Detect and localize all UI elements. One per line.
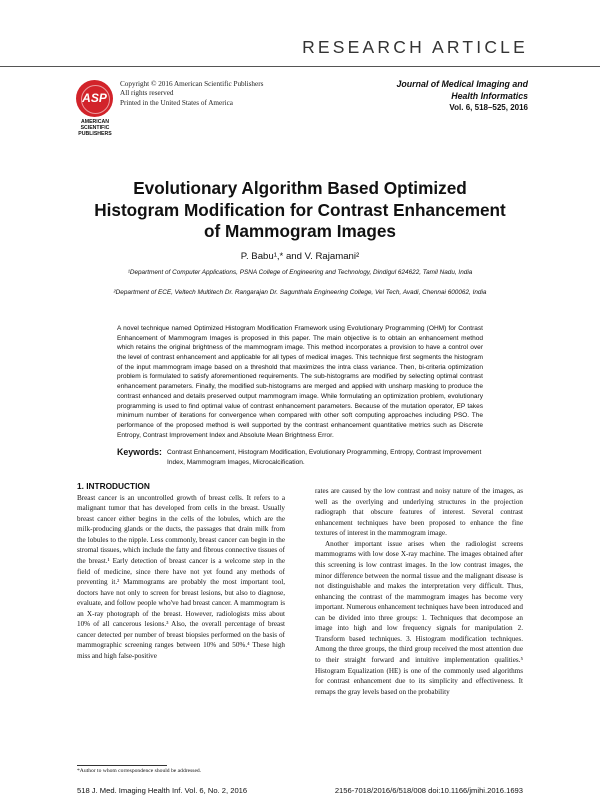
right-column xyxy=(315,486,523,697)
body-paragraph: rates are caused by the low contrast and noisy nature of the images, as well as the overlying and underlying structures in the projection radiograph that obscure features of interest. Several contrast enhancement techniques have been proposed to enhance the fine textures of interest in the mammogram image. xyxy=(315,487,523,538)
abstract: A novel technique named Optimized Histogram Modification Framework using Evolutionary Programming (OHM) for Contrast Enhancement of Mammogram Images is proposed in this paper. The main objective is to obtain an enhancement method which retains the original brightness of the mammogram image. This method incorporates a provision to have a control over the level of contrast enhancement and applicable for all types of medical images. This technique first segments the histogram of the input mammogram image based on a threshold that maximizes the intra class variance. Then, bi-criteria optimization problem is formulated to satisfy aforementioned requirements. The sub-histograms are modified by selecting optimal contrast enhancement parameters. Finally, the modified sub-histograms are merged and applied with unsharp masking to produce the contrast enhanced and details preserved output mammogram image. While formulating an optimization problem, evolutionary programming is used to find optimal value of contrast enhancement parameters. Because of the mutation operator, EP takes minimum number of iterations for convergence when compared with other soft computing approaches including PSO. The performance of the proposed method is well supported by the contrast enhancement quantitative metrics such as Discrete Entropy, Contrast Improvement Index and Absolute Mean Brightness Error. xyxy=(117,325,483,439)
copyright-line: Copyright © 2016 American Scientific Publishers xyxy=(120,80,264,88)
footnote: *Author to whom correspondence should be addressed. xyxy=(77,768,202,774)
left-column xyxy=(77,481,285,662)
copyright-block xyxy=(120,80,263,108)
keywords-text: Contrast Enhancement, Histogram Modification, Evolutionary Programming, Entropy, Contrast Improvement Index, Mammogram Images, Microcalcification. xyxy=(166,449,482,466)
footnote-rule xyxy=(77,765,167,766)
journal-info xyxy=(397,79,528,114)
section-heading: 1. INTRODUCTION xyxy=(77,481,150,491)
publisher-name: AMERICAN SCIENTIFIC PUBLISHERS xyxy=(78,119,112,137)
header-rule xyxy=(0,66,600,67)
asp-logo-icon: ASP xyxy=(76,80,113,117)
body-paragraph: Breast cancer is an uncontrolled growth of breast cells. It refers to a malignant tumor that has developed from cells in the breast. Usually breast cancer either begins in the cells of the lobules, which are the milk-producing glands or the ducts, the passages that drain milk from the lobules to the nipple. Less commonly, breast cancer can begin in the stromal tissues, which include the fatty and fibrous connective tissues of the breast.¹ Early detection of breast cancer is a welcome step in the field of medicine, since there have not yet found any methods of preventing it.² Mammograms are probably the most important tool, doctors have not only to screen for breast lesions, but also to diagnose, evaluate, and follow people who've had breast cancer. A mammogram is an X-ray photograph of the breast. However, radiologists miss about 10% of all cancerous lesions.³ Also, the overall percentage of breast cancer detected per number of breast biopsies performed on the basis of mammographic screening ranges between 10% and 50%.⁴ These high miss and high false-positive xyxy=(77,493,285,660)
page-footer xyxy=(77,786,523,795)
body-paragraph: Another important issue arises when the radiologist screens mammograms with low dose X-ray machine. The images obtained after this screening is low contrast images. In the low contrast images, the minor difference between the normal tissue and the malignant disease is not distinguishable and makes the interpretation very difficult. Thus, enhancing the contrast of the mammogram images has become very important. Numerous enhancement techniques have been introduced and can be divided into three groups: 1. Techniques that decompose an image into high and low frequency signals for manipulation 2. Transform based techniques. 3. Histogram modification techniques. Among the three groups, the third group received the most attention due to their straight forward and intuitive implementation qualities.⁵ Histogram Equalization (HE) is one of the commonly used algorithms for contrast enhancement due to its simplicity and effectiveness. It remaps the gray levels based on the probability xyxy=(315,539,523,696)
keywords-label: Keywords: xyxy=(117,447,162,457)
publisher-logo xyxy=(76,80,114,137)
journal-name: Journal of Medical Imaging and xyxy=(396,79,528,89)
keywords xyxy=(117,448,483,467)
article-type-banner: RESEARCH ARTICLE xyxy=(302,37,528,57)
footer-doi: 2156-7018/2016/6/518/008 doi:10.1166/jmihi.2016.1693 xyxy=(334,786,523,795)
article-title: Evolutionary Algorithm Based Optimized Histogram Modification for Contrast Enhancement of Mammogram Images xyxy=(94,178,506,241)
footer-citation: 518 J. Med. Imaging Health Inf. Vol. 6, No. 2, 2016 xyxy=(77,786,248,795)
copyright-line: Printed in the United States of America xyxy=(120,98,233,107)
affiliation: ¹Department of Computer Applications, PSNA College of Engineering and Technology, Dindigul 624622, Tamil Nadu, India xyxy=(127,269,473,276)
authors: P. Babu¹,* and V. Rajamani² xyxy=(240,251,360,262)
affiliation: ²Department of ECE, Veltech Multitech Dr. Rangarajan Dr. Sagunthala Engineering College, Vel Tech, Avadi, Chennai 600062, India xyxy=(113,289,487,296)
journal-volume: Vol. 6, 518–525, 2016 xyxy=(449,103,528,112)
journal-name: Health Informatics xyxy=(451,90,528,101)
copyright-line: All rights reserved xyxy=(120,89,174,98)
